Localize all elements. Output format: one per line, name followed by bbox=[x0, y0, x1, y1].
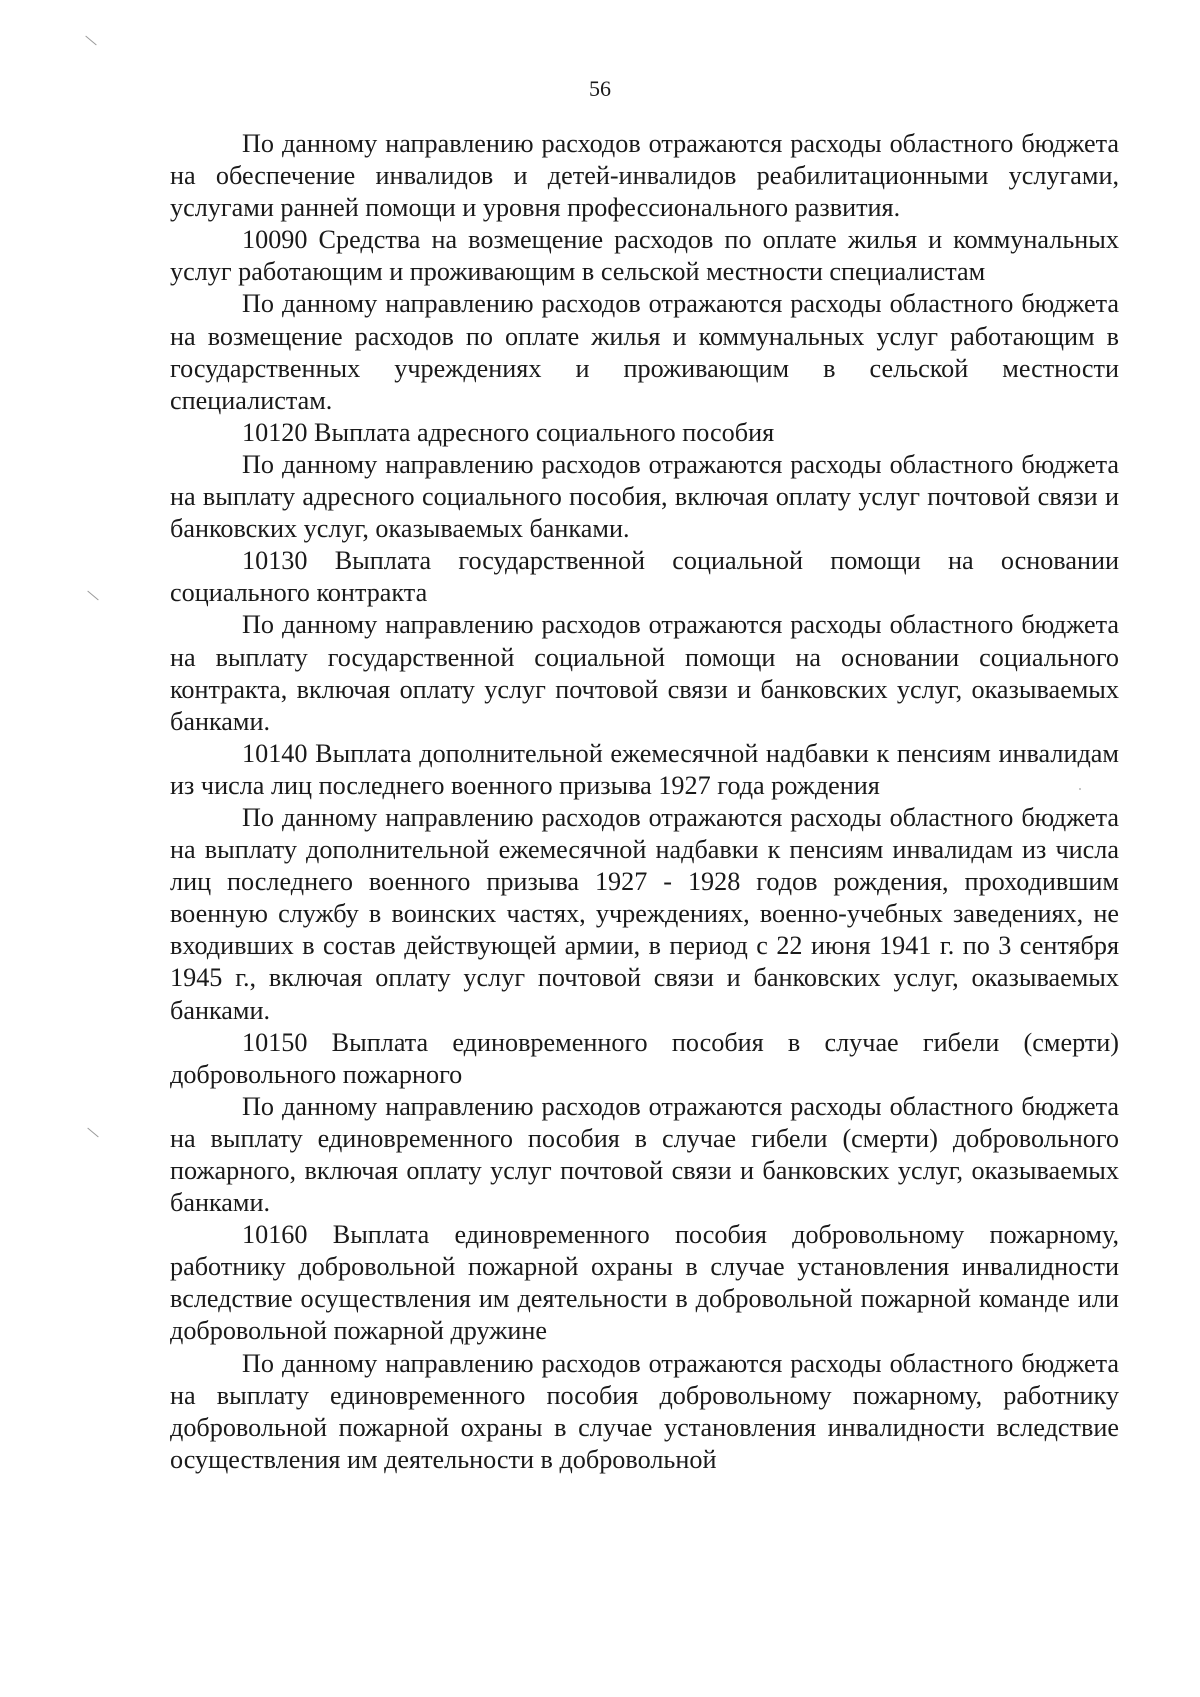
scan-artifact bbox=[87, 591, 98, 601]
paragraph: По данному направлению расходов отражаются расходы областного бюджета на выплату адресного социального пособия, включая оплату услуг почтовой связи и банковских услуг, оказываемых банками. bbox=[170, 449, 1119, 544]
document-body bbox=[170, 128, 1119, 1476]
scan-artifact bbox=[85, 36, 96, 46]
section-heading: 10140 Выплата дополнительной ежемесячной надбавки к пенсиям инвалидам из числа лиц последнего военного призыва 1927 года рождения bbox=[170, 738, 1119, 800]
page-number: 56 bbox=[589, 76, 611, 101]
section-heading: 10090 Средства на возмещение расходов по оплате жилья и коммунальных услуг работающим и проживающим в сельской местности специалистам bbox=[170, 225, 1119, 287]
paragraph: По данному направлению расходов отражаются расходы областного бюджета на выплату государственной социальной помощи на основании социального контракта, включая оплату услуг почтовой связи и банковских услуг, оказываемых банками. bbox=[170, 610, 1119, 736]
paragraph: По данному направлению расходов отражаются расходы областного бюджета на выплату единовременного пособия добровольному пожарному, работнику добровольной пожарной охраны в случае установления инвалидности вследствие осуществления им деятельности в добровольной bbox=[170, 1348, 1119, 1474]
section-heading: 10130 Выплата государственной социальной помощи на основании социального контракта bbox=[170, 546, 1119, 608]
scan-artifact bbox=[87, 1128, 98, 1138]
paragraph: По данному направлению расходов отражаются расходы областного бюджета на выплату единовременного пособия в случае гибели (смерти) добровольного пожарного, включая оплату услуг почтовой связи и банковских услуг, оказываемых банками. bbox=[170, 1091, 1119, 1218]
paragraph: По данному направлению расходов отражаются расходы областного бюджета на обеспечение инвалидов и детей-инвалидов реабилитационными услугами, услугами ранней помощи и уровня профессионального развития. bbox=[170, 129, 1119, 223]
section-heading: 10120 Выплата адресного социального пособия bbox=[242, 417, 775, 447]
section-heading: 10160 Выплата единовременного пособия добровольному пожарному, работнику добровольной пожарной охраны в случае установления инвалидности вследствие осуществления им деятельности в добровольной пожарной команде или добровольной пожарной дружине bbox=[170, 1220, 1119, 1346]
paragraph: По данному направлению расходов отражаются расходы областного бюджета на выплату дополнительной ежемесячной надбавки к пенсиям инвалидам из числа лиц последнего военного призыва 1927 - 1928 годов рождения, проходившим военную службу в воинских частях, учреждениях, военно-учебных заведениях, не входивших в состав действующей армии, в период с 22 июня 1941 г. по 3 сентября 1945 г., включая оплату услуг почтовой связи и банковских услуг, оказываемых банками. bbox=[170, 802, 1119, 1025]
paragraph: По данному направлению расходов отражаются расходы областного бюджета на возмещение расходов по оплате жилья и коммунальных услуг работающим в государственных учреждениях и проживающим в сельской местности специалистам. bbox=[170, 289, 1119, 415]
section-heading: 10150 Выплата единовременного пособия в случае гибели (смерти) добровольного пожарного bbox=[170, 1027, 1119, 1089]
